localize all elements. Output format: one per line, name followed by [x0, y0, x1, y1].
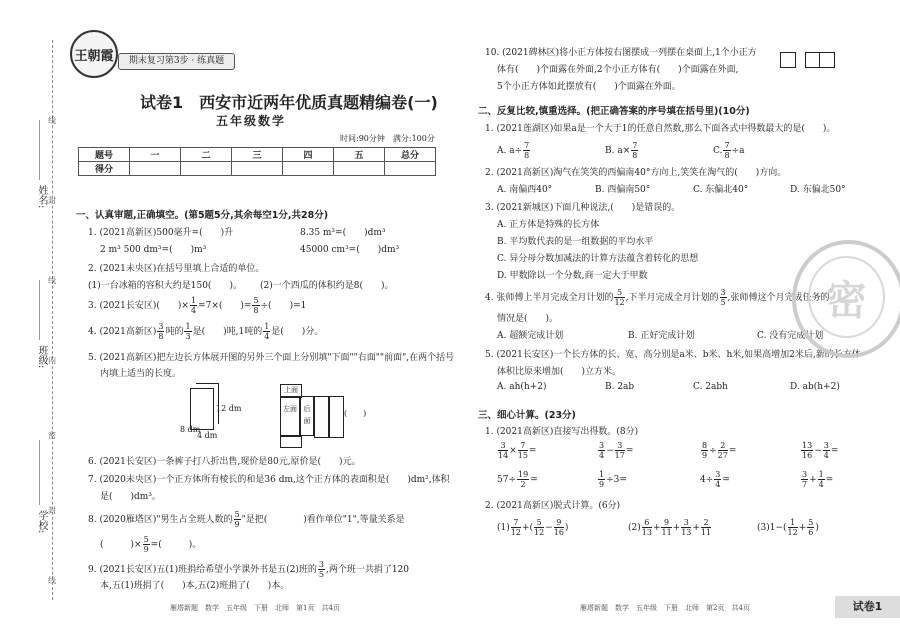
s2-q3-option-b: B. 平均数代表的是一组数据的平均水平 — [497, 237, 654, 247]
fold-mark: 封 — [48, 506, 56, 515]
net-top: 上面 — [280, 384, 302, 398]
question-2a: (1)一台冰箱的容积大约是150( )。 — [88, 281, 242, 291]
score-header: 二 — [181, 148, 232, 162]
s2-question-2: 2. (2021高新区)淘气在笑笑的西偏南40°方向上,笑笑在淘气的( )方向。 — [485, 168, 787, 178]
score-header: 题号 — [79, 148, 130, 162]
question-8-cont: ( )× $\frac{5}{9}$ =( )。 — [100, 535, 202, 554]
question-7-cont: 是( )dm³。 — [100, 492, 161, 502]
stepwise-calc-1: (1) $\frac{7}{12}$ +( $\frac{5}{12}$ − $\frac{9}{16}$ ) — [497, 518, 569, 537]
score-cell[interactable] — [334, 162, 385, 176]
s2-q4-option-b: B. 正好完成计划 — [628, 331, 695, 341]
step-banner: 期末复习第3步 · 练真题 — [118, 53, 235, 70]
page-subtitle: 五年级数学 — [216, 114, 287, 128]
net-bottom — [280, 436, 302, 448]
s2-q3-option-a: A. 正方体是特殊的长方体 — [497, 220, 600, 230]
score-cell[interactable] — [232, 162, 283, 176]
calc-item: $\frac{3}{4}$ − $\frac{3}{17}$ = — [599, 441, 634, 460]
fold-mark: 线 — [48, 276, 56, 285]
cube-figure — [780, 52, 796, 68]
question-10: 10. (2021碑林区)将小正方体按右图摆成一列摆在桌面上,1个小正方 — [485, 48, 757, 58]
cube-figure — [819, 52, 835, 68]
score-cell[interactable] — [181, 162, 232, 176]
question-1b: 8.35 m³=( )dm³ — [300, 228, 386, 238]
fold-mark: 线 — [48, 116, 56, 125]
score-table — [78, 147, 436, 176]
question-6: 6. (2021长安区)一条裤子打八折出售,现价是80元,原价是( )元。 — [88, 457, 361, 467]
calc-item: $\frac{3}{7}$ + $\frac{1}{4}$ = — [802, 470, 834, 489]
question-5: 5. (2021高新区)把左边长方体展开图的另外三个面上分别填"下面""右面""前面",在两个括号 — [88, 353, 455, 363]
question-10-cont2: 5个小正方体如此摆放有( )个面露在外面。 — [497, 82, 681, 92]
s2-q4-option-c: C. 没有完成计划 — [757, 331, 824, 341]
paper-id-tab: 试卷1 — [835, 596, 900, 618]
score-header: 三 — [232, 148, 283, 162]
school-line — [39, 440, 40, 505]
score-cell[interactable] — [283, 162, 334, 176]
question-1c: 2 m³ 500 dm³=( )m³ — [100, 245, 207, 255]
fold-mark: 封 — [48, 196, 56, 205]
question-7: 7. (2020未央区)一个正方体所有棱长的和是36 dm,这个正方体的表面积是( )dm²,体积 — [88, 475, 450, 485]
seal-watermark-inner: 密 — [808, 256, 885, 338]
section-1-title: 一、认真审题,正确填空。(第5题5分,其余每空1分,共28分) — [76, 210, 329, 221]
score-cell[interactable] — [385, 162, 436, 176]
s2-q2-option-b: B. 西偏南50° — [595, 185, 651, 195]
score-cell[interactable] — [130, 162, 181, 176]
question-3: 3. (2021长安区)( )× $\frac{1}{4}$ =7×( )= $\frac{5}{8}$ ÷( )=1 — [88, 296, 307, 315]
s3-question-1: 1. (2021高新区)直接写出得数。(8分) — [485, 427, 639, 437]
stepwise-calc-3: (3)1−( $\frac{1}{12}$ + $\frac{5}{6}$ ) — [757, 518, 819, 537]
s2-q5-option-c: C. 2abh — [693, 382, 728, 392]
score-row-label: 得分 — [79, 162, 130, 176]
class-label: 班级: — [36, 345, 47, 369]
s2-q3-option-d: D. 甲数除以一个分数,商一定大于甲数 — [497, 271, 648, 281]
fold-mark: 内 — [48, 356, 56, 365]
question-9: 9. (2021长安区)五(1)班捐给希望小学课外书是五(2)班的 $\frac{3}{5}$ ,两个班一共捐了120 — [88, 560, 410, 579]
stepwise-calc-2: (2) $\frac{6}{13}$ + $\frac{9}{11}$ + $\frac{3}{13}$ + $\frac{2}{11}$ — [628, 518, 712, 537]
s2-q2-option-d: D. 东偏北50° — [790, 185, 846, 195]
s2-q1-option-c: C. $\frac{7}{8}$ ÷a — [713, 141, 745, 160]
s2-q5-option-a: A. ah(h+2) — [497, 382, 547, 392]
question-10-cont: 体有( )个面露在外面,2个小正方体有( )个面露在外面, — [497, 65, 739, 75]
brand-logo: 王朝霞 — [70, 30, 118, 78]
s2-question-4-cont: 情况是( )。 — [497, 314, 559, 324]
net-paren: ( ) — [344, 409, 367, 418]
s2-question-4: 4. 张师傅上半月完成全月计划的 $\frac{5}{12}$ ,下半月完成全月计划的 $\frac{3}{5}$ ,张师傅这个月完成任务的 — [485, 288, 830, 307]
net-left: 左面 — [280, 396, 300, 436]
question-9-cont: 本,五(1)班捐了( )本,五(2)班捐了( )本。 — [100, 581, 290, 591]
s2-q5-option-d: D. ab(h+2) — [790, 382, 840, 392]
calc-item: $\frac{1}{9}$ ÷3= — [599, 470, 627, 489]
calc-item: $\frac{8}{9}$ ÷ $\frac{2}{27}$ = — [702, 441, 737, 460]
cuboid-width: 4 dm — [197, 431, 218, 440]
calc-item: $\frac{3}{14}$ × $\frac{7}{15}$ = — [498, 441, 537, 460]
s2-q4-option-a: A. 超额完成计划 — [497, 331, 564, 341]
score-header: 总分 — [385, 148, 436, 162]
s2-question-1: 1. (2021莲湖区)如果a是一个大于1的任意自然数,那么下面各式中得数最大的是( )。 — [485, 124, 836, 134]
net-back: 后面 — [300, 396, 314, 436]
question-2b: (2)一个西瓜的体积约是8( )。 — [260, 281, 394, 291]
s2-q1-option-a: A. a÷ $\frac{7}{8}$ — [497, 141, 530, 160]
s3-question-2: 2. (2021高新区)脱式计算。(6分) — [485, 501, 621, 511]
name-line — [39, 120, 40, 180]
s2-q2-option-a: A. 南偏西40° — [497, 185, 553, 195]
s2-q2-option-c: C. 东偏北40° — [693, 185, 749, 195]
question-2: 2. (2021未央区)在括号里填上合适的单位。 — [88, 264, 265, 274]
s2-question-3: 3. (2021新城区)下面几种说法,( )是错误的。 — [485, 203, 681, 213]
s2-q3-option-c: C. 异分母分数加减法的计算方法蕴含着转化的思想 — [497, 254, 699, 264]
question-1d: 45000 cm³=( )dm³ — [300, 245, 400, 255]
score-header: 五 — [334, 148, 385, 162]
calc-item: 57÷ $\frac{19}{2}$ = — [497, 470, 538, 489]
s2-q5-option-b: B. 2ab — [605, 382, 635, 392]
question-8: 8. (2020雁塔区)"男生占全班人数的 $\frac{5}{9}$ "是把( )看作单位"1",等量关系是 — [88, 510, 405, 529]
page-title: 试卷1 西安市近两年优质真题精编卷(一) — [140, 93, 438, 112]
net-blank-2 — [328, 396, 344, 438]
fold-mark: 线 — [48, 576, 56, 585]
name-label: 姓名: — [36, 185, 47, 209]
time-info: 时间:90分钟 满分:100分 — [340, 134, 435, 143]
class-line — [39, 280, 40, 340]
footer-right: 雁塔新题 数学 五年级 下册 北师 第2页 共4页 — [580, 604, 750, 612]
question-1a: 1. (2021高新区)500毫升=( )升 — [88, 228, 234, 238]
s2-question-5-cont: 体积比原来增加( )立方米。 — [497, 367, 622, 377]
score-header: 一 — [130, 148, 181, 162]
binding-margin — [0, 0, 60, 637]
school-label: 学校: — [36, 510, 47, 534]
footer-left: 雁塔新题 数学 五年级 下册 北师 第1页 共4页 — [170, 604, 340, 612]
calc-item: 4÷ $\frac{3}{4}$ = — [700, 470, 730, 489]
s2-q1-option-b: B. a× $\frac{7}{8}$ — [605, 141, 638, 160]
fold-mark: 密 — [48, 431, 56, 440]
cuboid-height: 12 dm — [216, 404, 242, 413]
section-2-title: 二、反复比较,慎重选择。(把正确答案的序号填在括号里)(10分) — [478, 106, 750, 117]
cuboid-depth: 8 dm — [180, 425, 201, 434]
question-5-cont: 内填上适当的长度。 — [100, 369, 182, 379]
score-header: 四 — [283, 148, 334, 162]
calc-item: $\frac{13}{16}$ − $\frac{3}{4}$ = — [802, 441, 839, 460]
s2-question-5: 5. (2021长安区)一个长方体的长、宽、高分别是a米、b米、h米,如果高增加2米后,新的长方体 — [485, 350, 861, 360]
question-4: 4. (2021高新区) $\frac{3}{8}$ 吨的 $\frac{1}{3}$ 是( )吨,1吨的 $\frac{1}{4}$ 是( )分。 — [88, 322, 324, 341]
section-3-title: 三、细心计算。(23分) — [478, 410, 576, 421]
